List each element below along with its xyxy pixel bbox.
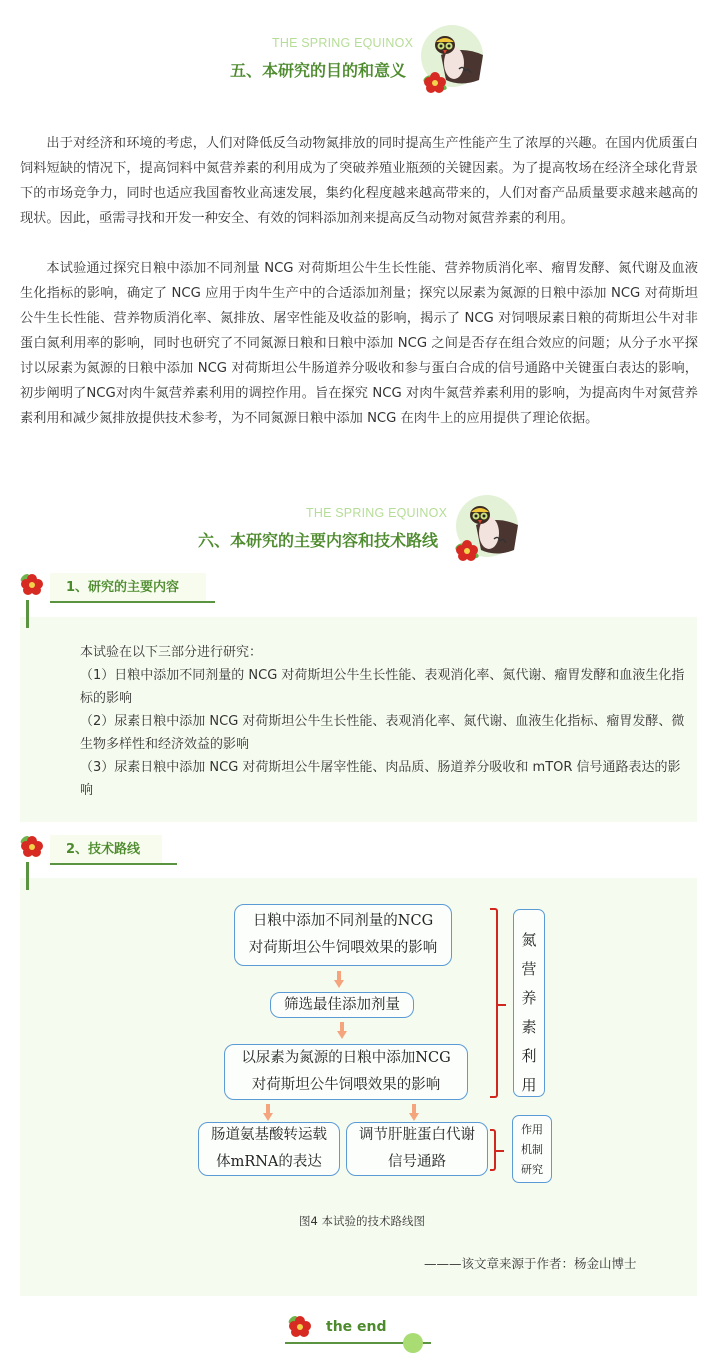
list-intro: 本试验在以下三部分进行研究：	[80, 645, 263, 660]
underline	[50, 601, 215, 603]
down-arrow-icon	[263, 1104, 273, 1122]
red-flower-icon	[20, 572, 44, 596]
down-arrow-icon	[409, 1104, 419, 1122]
subsection-2-title: 2、技术路线	[66, 842, 141, 857]
flow-box-liver-signaling: 调节肝脏蛋白代谢 信号通路	[346, 1122, 488, 1176]
the-end-label: the end	[326, 1319, 387, 1335]
list-item: （1）日粮中添加不同剂量的 NCG 对荷斯坦公牛生长性能、表观消化率、氮代谢、瘤胃发酵和血液生化指标的影响	[80, 668, 685, 706]
red-flower-icon	[20, 834, 44, 858]
side-box-nitrogen-utilization: 氮 营 养 素 利 用	[513, 909, 545, 1097]
vertical-bar	[26, 862, 29, 890]
subsection-1-title: 1、研究的主要内容	[66, 580, 180, 595]
section-6-title: 六、本研究的主要内容和技术路线	[198, 531, 439, 550]
flow-box-dose-trial: 日粮中添加不同剂量的NCG 对荷斯坦公牛饲喂效果的影响	[234, 904, 452, 966]
red-flower-icon	[455, 538, 479, 562]
flow-box-intestinal-mrna: 肠道氨基酸转运载 体mRNA的表达	[198, 1122, 340, 1176]
down-arrow-icon	[337, 1022, 347, 1040]
flow-box-select-dose: 筛选最佳添加剂量	[270, 992, 414, 1018]
section-5-header	[0, 22, 708, 102]
section-6-header	[0, 494, 708, 574]
subsection-1-header	[18, 568, 268, 628]
article-source: ———该文章来源于作者：杨金山博士	[424, 1256, 637, 1271]
section-5-title: 五、本研究的目的和意义	[230, 61, 407, 80]
the-end-footer	[284, 1312, 434, 1352]
underline	[50, 863, 177, 865]
brace-nitrogen-utilization	[490, 908, 498, 1098]
brace-mechanism	[490, 1129, 496, 1171]
vertical-bar	[26, 600, 29, 628]
green-dot	[403, 1333, 423, 1353]
paragraph-significance: 本试验通过探究日粮中添加不同剂量 NCG 对荷斯坦公牛生长性能、营养物质消化率、瘤胃发酵、氮代谢及血液生化指标的影响，确定了 NCG 应用于肉牛生产中的合适添加剂量；探究以尿素为氮源的日粮中添加 NCG 对荷斯坦公牛生长性能、营养物质消化率、氮排放、屠宰性能及收益的影响，揭示了 NCG 对饲喂尿素日粮的荷斯坦公牛对非蛋白氮利用率的影响，同时也研究了不同氮源日粮和日粮中添加 NCG 之间是否存在组合效应的问题；从分子水平探讨以尿素为氮源的日粮中添加 NCG 对荷斯坦公牛肠道养分吸收和参与蛋白合成的信号通路中关键蛋白表达的影响，初步阐明了NCG对肉牛氮营养素利用的调控作用。旨在探究 NCG 对肉牛氮营养素利用的影响，为提高肉牛对氮营养素利用和减少氮排放提供技术参考，为不同氮源日粮中添加 NCG 在肉牛上的应用提供了理论依据。	[20, 261, 698, 426]
section-6-en-title: THE SPRING EQUINOX	[306, 506, 448, 520]
list-item: （2）尿素日粮中添加 NCG 对荷斯坦公牛生长性能、表观消化率、氮代谢、血液生化指标、瘤胃发酵、微生物多样性和经济效益的影响	[80, 714, 685, 752]
list-item: （3）尿素日粮中添加 NCG 对荷斯坦公牛屠宰性能、肉品质、肠道养分吸收和 mTOR 信号通路表达的影响	[80, 760, 681, 798]
section-5-en-title: THE SPRING EQUINOX	[272, 36, 414, 50]
red-flower-icon	[423, 70, 447, 94]
side-box-mechanism-study: 作用 机制 研究	[512, 1115, 552, 1183]
down-arrow-icon	[334, 971, 344, 989]
paragraph-purpose: 出于对经济和环境的考虑，人们对降低反刍动物氮排放的同时提高生产性能产生了浓厚的兴趣。在国内优质蛋白饲料短缺的情况下，提高饲料中氮营养素的利用成为了突破养殖业瓶颈的关键因素。为了提高牧场在经济全球化背景下的市场竞争力，同时也适应我国畜牧业高速发展，集约化程度越来越高带来的，人们对畜产品质量要求越来越高的现状。因此，亟需寻找和开发一种安全、有效的饲料添加剂来提高反刍动物对氮营养素的利用。	[20, 136, 698, 226]
figure-caption: 图4 本试验的技术路线图	[299, 1214, 425, 1228]
red-flower-icon	[288, 1314, 312, 1338]
subsection-2-header	[18, 830, 268, 890]
main-content-list	[46, 641, 686, 802]
flow-box-urea-trial: 以尿素为氮源的日粮中添加NCG 对荷斯坦公牛饲喂效果的影响	[224, 1044, 468, 1100]
